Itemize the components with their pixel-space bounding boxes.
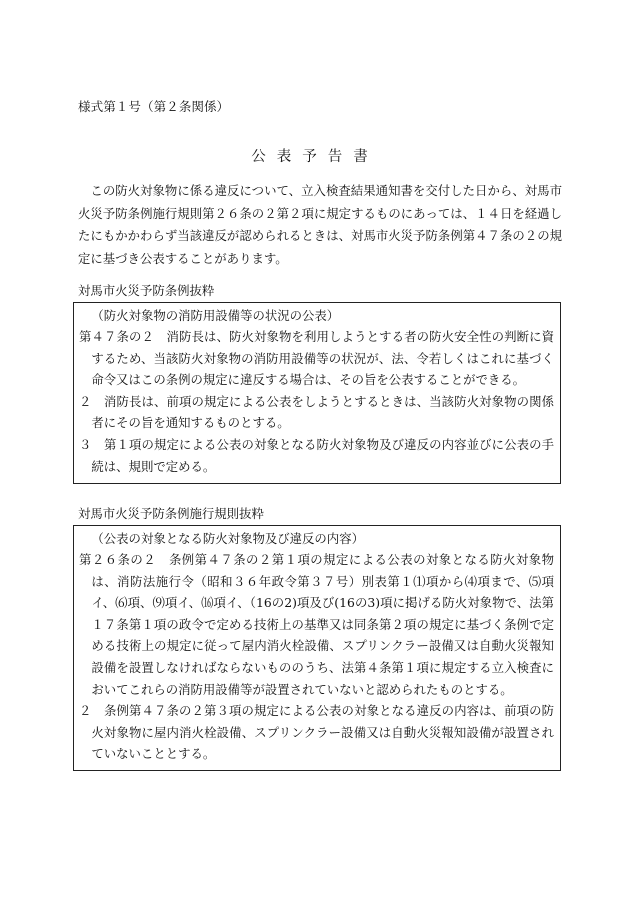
notice-paragraph: この防火対象物に係る違反について、立入検査結果通知書を交付した日から、対馬市火災予防条例施行規則第２６条の２第２項に規定するものにあっては、１４日を経過したにもかかわらず当該違反が認められるときは、対馬市火災予防条例第４７条の２の規定に基づき公表することがあります。 [78,183,562,266]
ordinance-excerpt-box [73,302,561,484]
ordinance-article-caption: （防火対象物の消防用設備等の状況の公表） [91,308,340,323]
regulation-article-26-2: 第２６条の２ 条例第４７条の２第１項の規定による公表の対象となる防火対象物は、消防法施行令（昭和３６年政令第３７号）別表第１⑴項から⑷項まで、⑸項イ、⑹項、⑼項イ、⒃項イ、（16の2)項及び(16の3)項に掲げる防火対象物で、法第１７条第１項の政令で定める技術上の基準又は同条第２項の規定に基づく条例で定める技術上の規定に従って屋内消火栓設備、スプリンクラー設備又は自動火災報知設備を設置しなければならないもののうち、法第４条第１項に規定する立入検査においてこれらの消防用設備等が設置されていないと認められたものとする。 [79,552,554,697]
regulation-excerpt-box [73,525,561,771]
ordinance-excerpt-heading: 対馬市火災予防条例抜粋 [78,283,215,298]
regulation-article-caption: （公表の対象となる防火対象物及び違反の内容） [91,531,364,546]
regulation-article-paragraph-2: ２ 条例第４７条の２第３項の規定による公表の対象となる違反の内容は、前項の防火対象物に屋内消火栓設備、スプリンクラー設備又は自動火災報知設備が設置されていないこととする。 [79,703,554,762]
form-number: 様式第１号（第２条関係） [78,99,230,114]
document-title: 公表予告書 [251,149,379,165]
ordinance-article-47-2: 第４７条の２ 消防長は、防火対象物を利用しようとする者の防火安全性の判断に資するため、当該防火対象物の消防用設備等の状況が、法、令若しくはこれに基づく命令又はこの条例の規定に違反する場合は、その旨を公表することができる。 [79,329,554,388]
ordinance-article-paragraph-3: ３ 第１項の規定による公表の対象となる防火対象物及び違反の内容並びに公表の手続は、規則で定める。 [79,436,554,474]
ordinance-article-paragraph-2: ２ 消防長は、前項の規定による公表をしようとするときは、当該防火対象物の関係者にその旨を通知するものとする。 [79,393,554,431]
regulation-excerpt-heading: 対馬市火災予防条例施行規則抜粋 [78,506,264,521]
